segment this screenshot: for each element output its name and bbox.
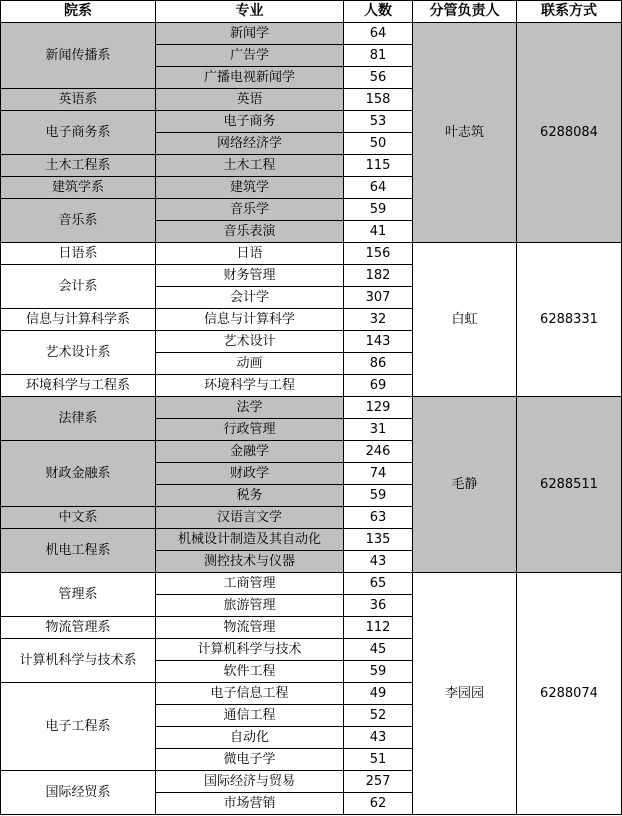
count-cell: 32 xyxy=(344,309,413,331)
table-row xyxy=(1,243,622,265)
department-cell: 国际经贸系 xyxy=(1,771,156,815)
header-row xyxy=(1,1,622,23)
major-cell: 自动化 xyxy=(156,727,344,749)
major-cell: 国际经济与贸易 xyxy=(156,771,344,793)
count-cell: 56 xyxy=(344,67,413,89)
department-cell: 法律系 xyxy=(1,397,156,441)
department-cell: 艺术设计系 xyxy=(1,331,156,375)
department-cell: 电子商务系 xyxy=(1,111,156,155)
major-cell: 行政管理 xyxy=(156,419,344,441)
count-cell: 43 xyxy=(344,727,413,749)
count-cell: 65 xyxy=(344,573,413,595)
department-cell: 音乐系 xyxy=(1,199,156,243)
major-cell: 艺术设计 xyxy=(156,331,344,353)
major-cell: 音乐学 xyxy=(156,199,344,221)
major-cell: 新闻学 xyxy=(156,23,344,45)
major-cell: 动画 xyxy=(156,353,344,375)
count-cell: 182 xyxy=(344,265,413,287)
department-cell: 环境科学与工程系 xyxy=(1,375,156,397)
contact-cell: 6288511 xyxy=(517,397,622,573)
major-cell: 建筑学 xyxy=(156,177,344,199)
count-cell: 64 xyxy=(344,23,413,45)
count-cell: 86 xyxy=(344,353,413,375)
count-cell: 59 xyxy=(344,661,413,683)
count-cell: 156 xyxy=(344,243,413,265)
department-cell: 建筑学系 xyxy=(1,177,156,199)
major-cell: 机械设计制造及其自动化 xyxy=(156,529,344,551)
department-cell: 日语系 xyxy=(1,243,156,265)
major-cell: 日语 xyxy=(156,243,344,265)
major-cell: 财政学 xyxy=(156,463,344,485)
major-cell: 税务 xyxy=(156,485,344,507)
table-row xyxy=(1,573,622,595)
department-cell: 财政金融系 xyxy=(1,441,156,507)
count-cell: 129 xyxy=(344,397,413,419)
count-cell: 51 xyxy=(344,749,413,771)
department-cell: 中文系 xyxy=(1,507,156,529)
count-cell: 36 xyxy=(344,595,413,617)
count-cell: 43 xyxy=(344,551,413,573)
major-cell: 信息与计算科学 xyxy=(156,309,344,331)
department-cell: 新闻传播系 xyxy=(1,23,156,89)
department-cell: 机电工程系 xyxy=(1,529,156,573)
major-cell: 软件工程 xyxy=(156,661,344,683)
major-cell: 市场营销 xyxy=(156,793,344,815)
count-cell: 246 xyxy=(344,441,413,463)
major-cell: 工商管理 xyxy=(156,573,344,595)
count-cell: 59 xyxy=(344,485,413,507)
major-cell: 汉语言文学 xyxy=(156,507,344,529)
count-cell: 50 xyxy=(344,133,413,155)
count-cell: 112 xyxy=(344,617,413,639)
department-cell: 物流管理系 xyxy=(1,617,156,639)
header-manager: 分管负责人 xyxy=(413,1,517,23)
major-cell: 微电子学 xyxy=(156,749,344,771)
major-cell: 电子商务 xyxy=(156,111,344,133)
header-count: 人数 xyxy=(344,1,413,23)
major-cell: 财务管理 xyxy=(156,265,344,287)
count-cell: 62 xyxy=(344,793,413,815)
count-cell: 41 xyxy=(344,221,413,243)
count-cell: 135 xyxy=(344,529,413,551)
manager-cell: 李园园 xyxy=(413,573,517,815)
major-cell: 英语 xyxy=(156,89,344,111)
department-cell: 土木工程系 xyxy=(1,155,156,177)
major-cell: 网络经济学 xyxy=(156,133,344,155)
header-contact: 联系方式 xyxy=(517,1,622,23)
count-cell: 49 xyxy=(344,683,413,705)
major-cell: 广告学 xyxy=(156,45,344,67)
header-major: 专业 xyxy=(156,1,344,23)
major-cell: 旅游管理 xyxy=(156,595,344,617)
count-cell: 143 xyxy=(344,331,413,353)
major-cell: 音乐表演 xyxy=(156,221,344,243)
department-cell: 管理系 xyxy=(1,573,156,617)
count-cell: 257 xyxy=(344,771,413,793)
major-cell: 计算机科学与技术 xyxy=(156,639,344,661)
major-cell: 测控技术与仪器 xyxy=(156,551,344,573)
count-cell: 158 xyxy=(344,89,413,111)
header-department: 院系 xyxy=(1,1,156,23)
major-cell: 物流管理 xyxy=(156,617,344,639)
department-cell: 计算机科学与技术系 xyxy=(1,639,156,683)
table-row xyxy=(1,397,622,419)
count-cell: 69 xyxy=(344,375,413,397)
count-cell: 31 xyxy=(344,419,413,441)
major-cell: 环境科学与工程 xyxy=(156,375,344,397)
count-cell: 59 xyxy=(344,199,413,221)
table-row xyxy=(1,23,622,45)
major-cell: 通信工程 xyxy=(156,705,344,727)
count-cell: 53 xyxy=(344,111,413,133)
count-cell: 307 xyxy=(344,287,413,309)
contact-cell: 6288074 xyxy=(517,573,622,815)
major-cell: 会计学 xyxy=(156,287,344,309)
manager-cell: 白虹 xyxy=(413,243,517,397)
manager-cell: 叶志筑 xyxy=(413,23,517,243)
manager-cell: 毛静 xyxy=(413,397,517,573)
major-cell: 广播电视新闻学 xyxy=(156,67,344,89)
count-cell: 115 xyxy=(344,155,413,177)
major-cell: 电子信息工程 xyxy=(156,683,344,705)
table-body xyxy=(1,23,622,815)
count-cell: 52 xyxy=(344,705,413,727)
contact-cell: 6288084 xyxy=(517,23,622,243)
count-cell: 64 xyxy=(344,177,413,199)
department-cell: 英语系 xyxy=(1,89,156,111)
major-cell: 土木工程 xyxy=(156,155,344,177)
major-cell: 法学 xyxy=(156,397,344,419)
count-cell: 63 xyxy=(344,507,413,529)
count-cell: 81 xyxy=(344,45,413,67)
contact-cell: 6288331 xyxy=(517,243,622,397)
department-cell: 会计系 xyxy=(1,265,156,309)
count-cell: 45 xyxy=(344,639,413,661)
major-cell: 金融学 xyxy=(156,441,344,463)
count-cell: 74 xyxy=(344,463,413,485)
department-cell: 信息与计算科学系 xyxy=(1,309,156,331)
department-cell: 电子工程系 xyxy=(1,683,156,771)
